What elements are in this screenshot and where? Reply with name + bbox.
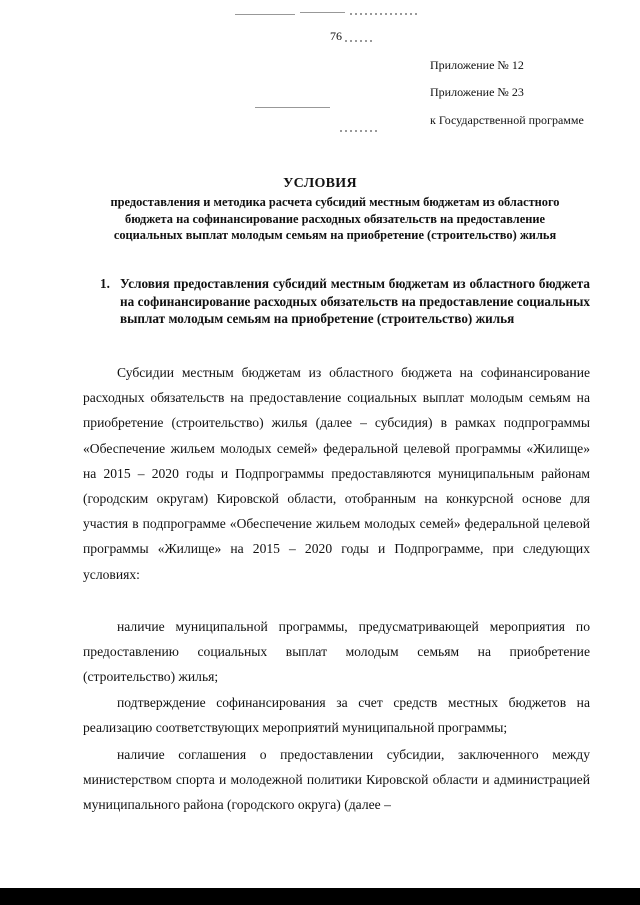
scan-artifact <box>340 130 380 132</box>
scan-artifact <box>235 14 295 15</box>
scan-artifact <box>300 12 345 13</box>
paragraph: наличие соглашения о предоставлении субсидии, заключенного между министерством спорта и молодежной политики Кировской области и администрацией муниципального района (городского округа) (далее – <box>83 747 590 813</box>
section-heading <box>100 275 590 328</box>
scan-artifact <box>255 107 330 108</box>
paragraph: наличие муниципальной программы, предусматривающей мероприятия по предоставлению социальных выплат молодым семьям на приобретение (строительство) жилья; <box>83 619 590 685</box>
annex-line-3: к Государственной программе <box>430 113 584 127</box>
paragraph: Субсидии местным бюджетам из областного бюджета на софинансирование расходных обязательств на предоставление социальных выплат молодым семьям на приобретение (строительство) жилья (далее – субсидия) в рамках подпрограммы «Обеспечение жильем молодых семей» федеральной целевой программы «Жилище» на 2015 – 2020 годы и Подпрограммы предоставляются муниципальным районам (городским округам) Кировской области, отобранным на конкурсной основе для участия в подпрограмме «Обеспечение жильем молодых семей» федеральной целевой программы «Жилище» на 2015 – 2020 годы и Подпрограмме, при следующих условиях: <box>83 365 590 582</box>
annex-line-1: Приложение № 12 <box>430 58 524 72</box>
document-title: УСЛОВИЯ <box>283 176 357 191</box>
page-number: 76 <box>330 29 342 43</box>
scan-artifact <box>345 40 375 42</box>
document-subtitle: предоставления и методика расчета субсидий местным бюджетам из областного бюджета на софинансирование расходных обязательств на предоставление социальных выплат молодым семьям на приобретение (строительство) жилья <box>110 195 560 242</box>
scan-bottom-edge <box>0 888 640 905</box>
section-number: 1. <box>100 276 110 291</box>
scan-artifact <box>350 13 420 15</box>
paragraph: подтверждение софинансирования за счет средств местных бюджетов на реализацию соответствующих мероприятий муниципальной программы; <box>83 695 590 736</box>
annex-line-2: Приложение № 23 <box>430 85 524 99</box>
section-heading-text: Условия предоставления субсидий местным бюджетам из областного бюджета на софинансирование расходных обязательств на предоставление социальных выплат молодым семьям на приобретение (строительство) жилья <box>120 276 590 326</box>
